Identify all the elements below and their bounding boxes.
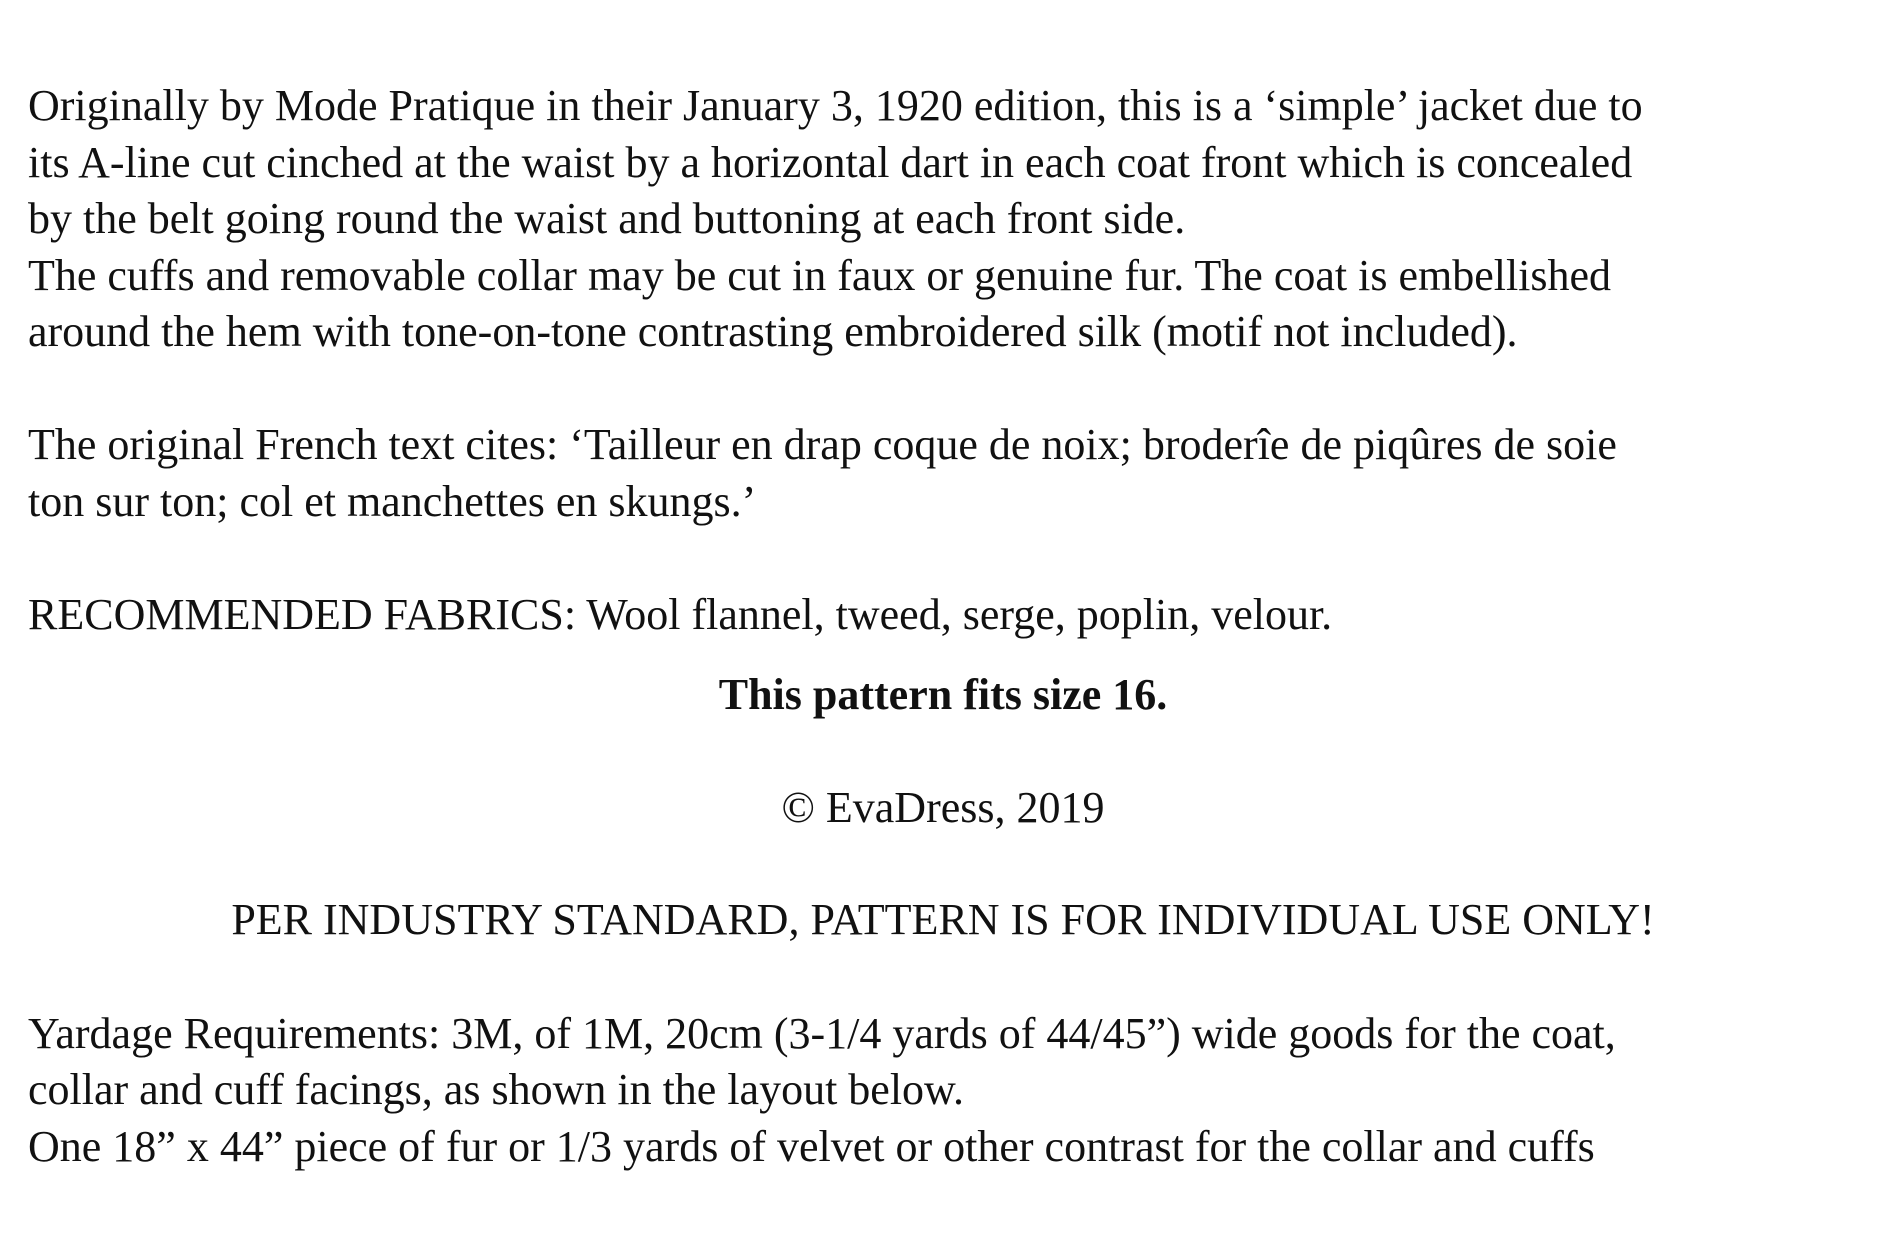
text-line: around the hem with tone-on-tone contrasting embroidered silk (motif not included). (28, 307, 1518, 356)
text-line: The original French text cites: ‘Tailleur en drap coque de noix; broderîe de piqûres de soie (28, 420, 1617, 469)
size-note: This pattern fits size 16. (718, 670, 1168, 719)
copyright-notice: © EvaDress, 2019 (781, 782, 1105, 832)
text-line: The cuffs and removable collar may be cut in faux or genuine fur. The coat is embellished (28, 250, 1612, 300)
usage-notice: PER INDUSTRY STANDARD, PATTERN IS FOR INDIVIDUAL USE ONLY! (231, 895, 1655, 944)
text-line: ton sur ton; col et manchettes en skungs.’ (28, 476, 757, 526)
description-paragraph (28, 78, 1858, 361)
recommended-fabrics: RECOMMENDED FABRICS: Wool flannel, tweed, serge, poplin, velour. (28, 589, 1333, 639)
text-line: its A-line cut cinched at the waist by a horizontal dart in each coat front which is concealed (28, 137, 1633, 187)
text-line: One 18” x 44” piece of fur or 1/3 yards of velvet or other contrast for the collar and cuffs (28, 1121, 1595, 1171)
text-line: by the belt going round the waist and buttoning at each front side. (28, 194, 1186, 243)
text-line: collar and cuff facings, as shown in the layout below. (28, 1065, 964, 1114)
document-page (28, 78, 1858, 1175)
paragraph-spacer (28, 361, 1858, 418)
text-line: Yardage Requirements: 3M, of 1M, 20cm (3-1/4 yards of 44/45”) wide goods for the coat, (28, 1008, 1616, 1058)
french-text-paragraph (28, 417, 1858, 530)
paragraph-spacer (28, 530, 1858, 587)
yardage-paragraph (28, 1006, 1858, 1176)
text-line: Originally by Mode Pratique in their January 3, 1920 edition, this is a ‘simple’ jacket due to (28, 81, 1643, 130)
